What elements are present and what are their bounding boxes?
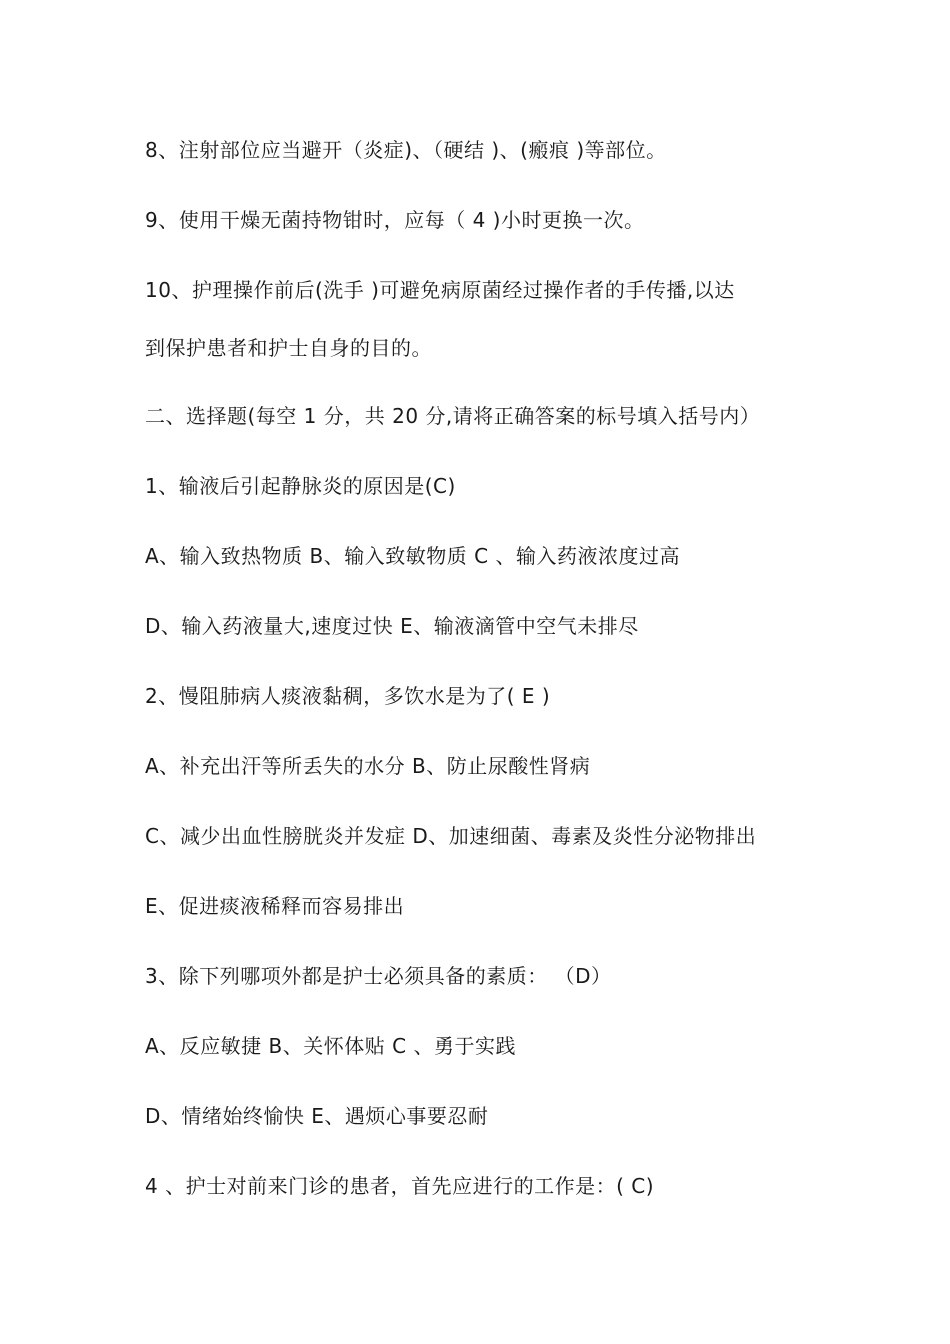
fill-blank-question-8: 8、注射部位应当避开（炎症)、（硬结 )、(瘢痕 )等部位。 <box>145 138 667 162</box>
fill-blank-question-9: 9、使用干燥无菌持物钳时，应每（ 4 )小时更换一次。 <box>145 208 645 232</box>
choice-question-1-options-a-c: A、输入致热物质 B、输入致敏物质 C 、输入药液浓度过高 <box>145 544 680 568</box>
choice-question-3: 3、除下列哪项外都是护士必须具备的素质： （D） <box>145 964 612 988</box>
choice-question-1-options-d-e: D、输入药液量大,速度过快 E、输液滴管中空气未排尽 <box>145 614 639 638</box>
choice-question-2: 2、慢阻肺病人痰液黏稠，多饮水是为了( E ) <box>145 684 551 708</box>
choice-question-3-options-d-e: D、情绪始终愉快 E、遇烦心事要忍耐 <box>145 1104 489 1128</box>
choice-question-4: 4 、护士对前来门诊的患者，首先应进行的工作是：( C) <box>145 1174 655 1198</box>
section-heading-choice: 二、选择题(每空 1 分，共 20 分,请将正确答案的标号填入括号内） <box>145 404 761 428</box>
choice-question-2-options-c-d: C、减少出血性膀胱炎并发症 D、加速细菌、毒素及炎性分泌物排出 <box>145 824 757 848</box>
choice-question-3-options-a-c: A、反应敏捷 B、关怀体贴 C 、勇于实践 <box>145 1034 516 1058</box>
choice-question-1: 1、输液后引起静脉炎的原因是(C) <box>145 474 456 498</box>
fill-blank-question-10: 10、护理操作前后(洗手 )可避免病原菌经过操作者的手传播,以达 <box>145 278 735 302</box>
fill-blank-question-10-continued: 到保护患者和护士自身的目的。 <box>145 336 432 360</box>
choice-question-2-option-e: E、促进痰液稀释而容易排出 <box>145 894 405 918</box>
choice-question-2-options-a-b: A、补充出汗等所丢失的水分 B、防止尿酸性肾病 <box>145 754 591 778</box>
